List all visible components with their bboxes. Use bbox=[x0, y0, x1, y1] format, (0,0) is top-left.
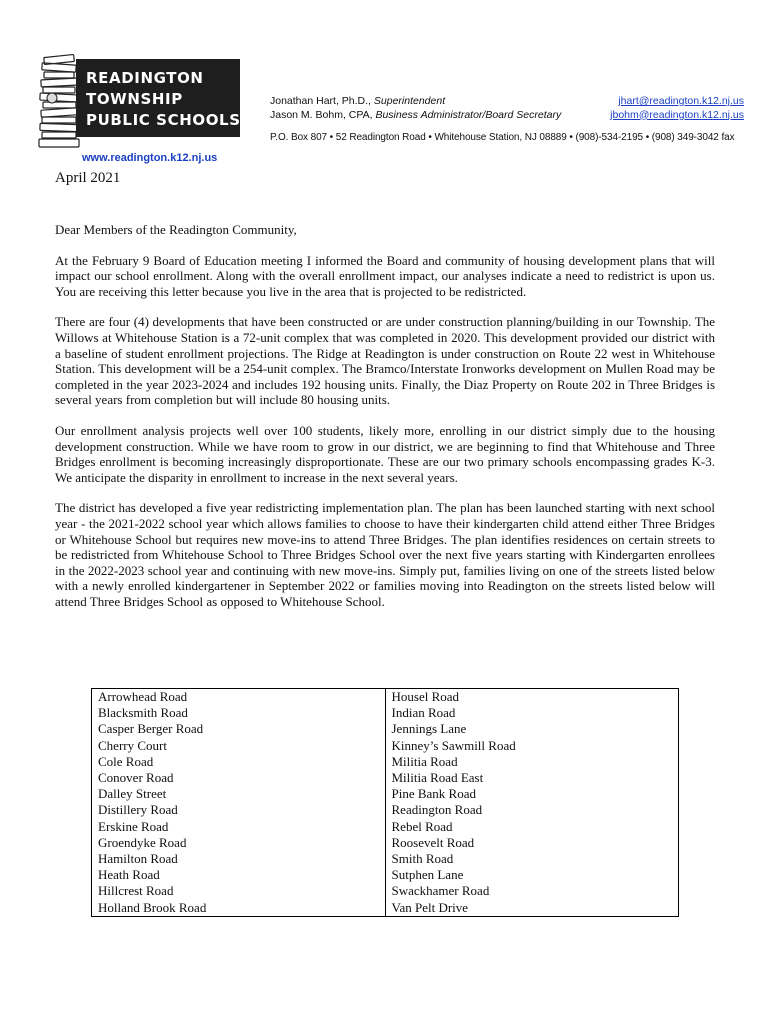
street-cell: Cole Road bbox=[92, 754, 386, 770]
street-cell: Roosevelt Road bbox=[385, 835, 679, 851]
streets-table bbox=[91, 688, 679, 917]
school-logo bbox=[38, 50, 243, 150]
staff-title: Business Administrator/Board Secretary bbox=[375, 108, 562, 121]
street-cell: Hamilton Road bbox=[92, 851, 386, 867]
letter-date: April 2021 bbox=[55, 170, 121, 186]
street-cell: Heath Road bbox=[92, 867, 386, 883]
street-cell: Swackhamer Road bbox=[385, 883, 679, 899]
street-cell: Groendyke Road bbox=[92, 835, 386, 851]
street-cell: Pine Bank Road bbox=[385, 786, 679, 802]
table-row bbox=[92, 786, 679, 802]
street-cell: Jennings Lane bbox=[385, 721, 679, 737]
street-cell: Rebel Road bbox=[385, 819, 679, 835]
street-cell: Hillcrest Road bbox=[92, 883, 386, 899]
paragraph: The district has developed a five year redistricting implementation plan. The plan has been launched starting with next school year - the 2021-2022 school year which allows families to choose to have their kindergarten child attend either Three Bridges or Whitehouse School but requires new move-ins to attend Three Bridges. The plan identifies residences on certain streets to be redistricted from Whitehouse School to Three Bridges School over the next five years starting with Kindergarten enrollees in the 2022-2023 school year and continuing with new move-ins. Simply put, families living on one of the streets listed below with a newly enrolled kindergartener in September 2022 or families moving into Readington on the streets listed below will attend Three Bridges School as opposed to Whitehouse School. bbox=[55, 500, 715, 609]
logo-line: READINGTON bbox=[86, 69, 204, 87]
street-cell: Blacksmith Road bbox=[92, 705, 386, 721]
staff-emails bbox=[610, 95, 744, 122]
street-cell: Erskine Road bbox=[92, 819, 386, 835]
table-row bbox=[92, 770, 679, 786]
street-cell: Van Pelt Drive bbox=[385, 900, 679, 917]
staff-line-business-administrator bbox=[270, 109, 561, 123]
table-row bbox=[92, 851, 679, 867]
logo-line: PUBLIC SCHOOLS bbox=[86, 111, 241, 129]
staff-line-superintendent bbox=[270, 95, 561, 109]
table-row bbox=[92, 900, 679, 917]
street-cell: Militia Road bbox=[385, 754, 679, 770]
street-cell: Holland Brook Road bbox=[92, 900, 386, 917]
street-cell: Cherry Court bbox=[92, 738, 386, 754]
staff-names bbox=[270, 95, 561, 122]
paragraph: Our enrollment analysis projects well over 100 students, likely more, enrolling in our district simply due to the housing development construction. While we have room to grow in our district, we are beginning to find that Whitehouse and Three Bridges enrollment is becoming increasingly disproportionate. These are our two primary schools encompassing grades K-3. We anticipate the disparity in enrollment to increase in the next several years. bbox=[55, 422, 715, 485]
street-cell: Housel Road bbox=[385, 689, 679, 706]
street-cell: Distillery Road bbox=[92, 802, 386, 818]
street-cell: Readington Road bbox=[385, 802, 679, 818]
logo-line: TOWNSHIP bbox=[86, 90, 183, 108]
table-row bbox=[92, 738, 679, 754]
street-cell: Smith Road bbox=[385, 851, 679, 867]
street-cell: Indian Road bbox=[385, 705, 679, 721]
logo-text bbox=[86, 68, 241, 131]
staff-name: Jonathan Hart, Ph.D., bbox=[270, 95, 374, 107]
street-cell: Dalley Street bbox=[92, 786, 386, 802]
table-row bbox=[92, 754, 679, 770]
paragraph: At the February 9 Board of Education meeting I informed the Board and community of housing development plans that will impact our school enrollment. Along with the overall enrollment impact, our analyses indicate a need to redistrict is upon us. You are receiving this letter because you live in the area that is projected to be redistricted. bbox=[55, 252, 715, 299]
table-row bbox=[92, 721, 679, 737]
table-row bbox=[92, 705, 679, 721]
street-cell: Sutphen Lane bbox=[385, 867, 679, 883]
street-cell: Casper Berger Road bbox=[92, 721, 386, 737]
letter-body bbox=[55, 222, 715, 624]
staff-name: Jason M. Bohm, CPA, bbox=[270, 108, 376, 121]
street-cell: Militia Road East bbox=[385, 770, 679, 786]
staff-title: Superintendent bbox=[373, 95, 446, 107]
email-link[interactable]: jhart@readington.k12.nj.us bbox=[618, 95, 744, 107]
street-cell: Conover Road bbox=[92, 770, 386, 786]
street-cell: Arrowhead Road bbox=[92, 689, 386, 706]
paragraph: There are four (4) developments that have been constructed or are under construction planning/building in our Township. The Willows at Whitehouse Station is a 72-unit complex that was completed in 2020. This development provided our district with a baseline of student enrollment projections. The Ridge at Readington is under construction on Route 22 west in Whitehouse Station. This development will be a 254-unit complex. The Bramco/Interstate Ironworks development on Mullen Road may be completed in the year 2023-2024 and includes 192 housing units. Finally, the Diaz Property on Route 202 in Three Bridges is several years from completion but will include 80 housing units. bbox=[55, 314, 715, 408]
table-row bbox=[92, 689, 679, 706]
table-row bbox=[92, 819, 679, 835]
table-row bbox=[92, 835, 679, 851]
website-link[interactable]: www.readington.k12.nj.us bbox=[82, 152, 218, 164]
table-row bbox=[92, 883, 679, 899]
street-cell: Kinney’s Sawmill Road bbox=[385, 738, 679, 754]
table-row bbox=[92, 867, 679, 883]
table-row bbox=[92, 802, 679, 818]
email-link[interactable]: jbohm@readington.k12.nj.us bbox=[610, 108, 744, 121]
address-line: P.O. Box 807 • 52 Readington Road • Whitehouse Station, NJ 08889 • (908)-534-2195 • (908) 349-3042 fax bbox=[270, 132, 735, 143]
greeting: Dear Members of the Readington Community, bbox=[55, 222, 297, 237]
